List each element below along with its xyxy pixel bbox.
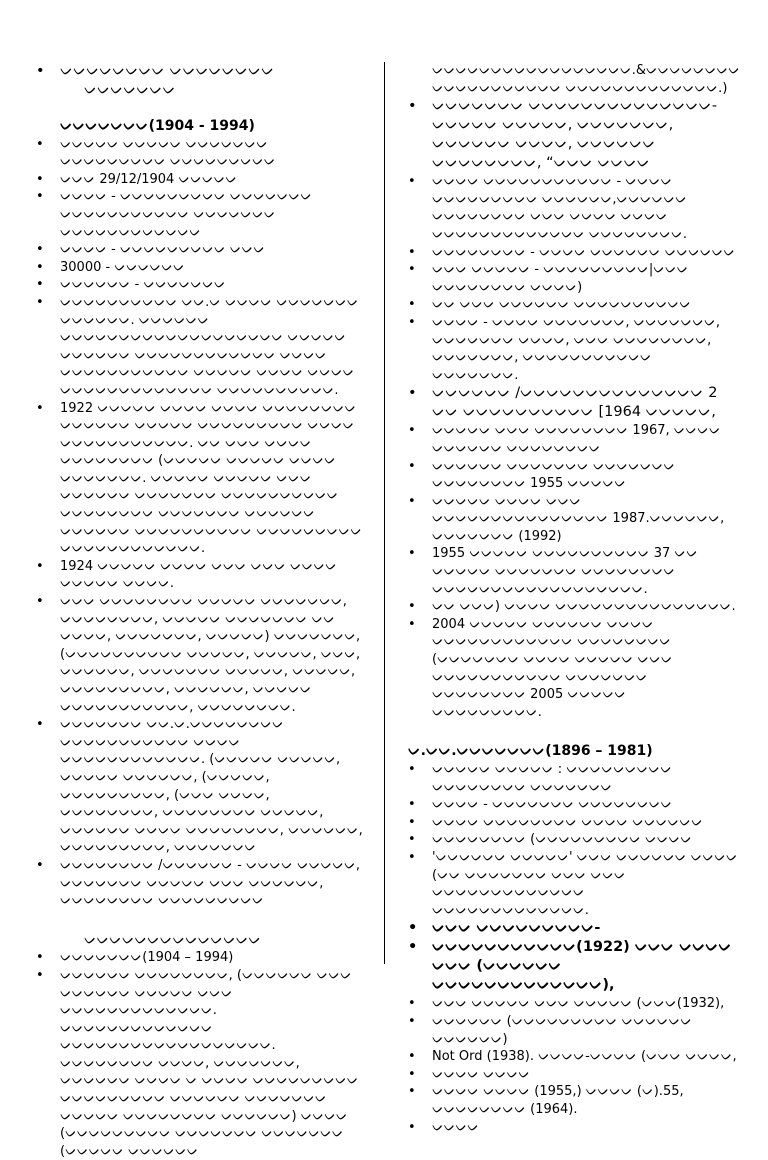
list-item: • 30000 - ᨆᨆᨆᨆᨆᨆ xyxy=(36,259,366,277)
list-item: • ᨆᨆᨆᨆ ᨆᨆᨆᨆᨆᨆᨆᨆ ᨆᨆᨆᨆ ᨆᨆᨆᨆᨆᨆ xyxy=(408,814,740,832)
top-item-line1: ᨆᨆᨆᨆᨆᨆᨆᨆ ᨆᨆᨆᨆᨆᨆᨆᨆ xyxy=(60,63,275,79)
list-item: • 1922 ᨆᨆᨆᨆᨆ ᨆᨆᨆᨆ ᨆᨆᨆᨆ ᨆᨆᨆᨆᨆᨆᨆᨆ ᨆᨆᨆᨆᨆᨆ ᨆᨆᨆᨆᨆ ᨆᨆᨆᨆᨆᨆᨆᨆᨆ ᨆᨆᨆᨆ ᨆᨆᨆᨆᨆᨆᨆᨆᨆᨆᨆ. ᨆᨆ ᨆᨆᨆ ᨆᨆᨆᨆ ᨆᨆᨆᨆᨆᨆᨆᨆ (ᨆᨆᨆᨆᨆ ᨆᨆᨆᨆᨆ ᨆᨆᨆᨆ ᨆᨆᨆᨆᨆᨆᨆ. ᨆᨆᨆᨆᨆ ᨆᨆᨆᨆᨆ ᨆᨆᨆ ᨆᨆᨆᨆᨆᨆ ᨆᨆᨆᨆᨆᨆᨆ ᨆᨆᨆᨆᨆᨆᨆᨆᨆᨆ ᨆᨆᨆᨆᨆᨆᨆᨆ ᨆᨆᨆᨆᨆᨆᨆ ᨆᨆᨆᨆᨆᨆ ᨆᨆᨆᨆᨆᨆ ᨆᨆᨆᨆᨆᨆᨆᨆᨆᨆ ᨆᨆᨆᨆᨆᨆᨆᨆᨆ ᨆᨆᨆᨆᨆᨆᨆᨆᨆᨆᨆᨆ. xyxy=(36,400,366,558)
list-item: • ᨆᨆᨆᨆ ᨆᨆᨆᨆ (1955,) ᨆᨆᨆᨆ (ᨆ).55, ᨆᨆᨆᨆᨆᨆᨆᨆ (1964). xyxy=(408,1083,740,1118)
list-item: • ᨆᨆᨆᨆᨆᨆᨆᨆ (ᨆᨆᨆᨆᨆᨆᨆᨆᨆ ᨆᨆᨆᨆ xyxy=(408,831,740,849)
list-item: • ᨆᨆᨆᨆᨆᨆᨆᨆ - ᨆᨆᨆᨆ ᨆᨆᨆᨆᨆᨆ ᨆᨆᨆᨆᨆᨆ xyxy=(408,244,740,262)
list-item: • ᨆᨆᨆ ᨆᨆᨆᨆᨆᨆᨆᨆᨆ- xyxy=(408,919,740,938)
list-item: • 1955 ᨆᨆᨆᨆᨆ ᨆᨆᨆᨆᨆᨆᨆᨆᨆᨆ 37 ᨆᨆ ᨆᨆᨆᨆᨆ ᨆᨆᨆᨆᨆᨆᨆ ᨆᨆᨆᨆᨆᨆᨆᨆ ᨆᨆᨆᨆᨆᨆᨆᨆᨆᨆᨆᨆᨆᨆᨆᨆᨆᨆ. xyxy=(408,545,740,598)
list-item: • ᨆᨆᨆᨆ ᨆᨆᨆᨆᨆᨆᨆᨆᨆᨆᨆ - ᨆᨆᨆᨆ ᨆᨆᨆᨆᨆᨆᨆᨆᨆ ᨆᨆᨆᨆᨆᨆ,ᨆᨆᨆᨆᨆᨆ ᨆᨆᨆᨆᨆᨆᨆᨆ ᨆᨆᨆ ᨆᨆᨆᨆ ᨆᨆᨆᨆ ᨆᨆᨆᨆᨆᨆᨆᨆᨆᨆᨆᨆᨆ ᨆᨆᨆᨆᨆᨆᨆᨆ. xyxy=(408,173,740,243)
list-item: • ᨆᨆᨆᨆ - ᨆᨆᨆᨆᨆᨆᨆ ᨆᨆᨆᨆᨆᨆᨆᨆ xyxy=(408,796,740,814)
continuation-text: ᨆᨆᨆᨆᨆᨆᨆᨆᨆᨆᨆᨆᨆᨆᨆᨆᨆ.&ᨆᨆᨆᨆᨆᨆᨆᨆ ᨆᨆᨆᨆᨆᨆᨆᨆᨆᨆᨆ ᨆᨆᨆᨆᨆᨆᨆᨆᨆᨆᨆᨆᨆ.) xyxy=(432,63,741,96)
section2-title: ᨆᨆᨆᨆᨆᨆᨆᨆᨆᨆᨆᨆᨆᨆ xyxy=(84,931,262,948)
list-item: • ᨆᨆᨆᨆ - ᨆᨆᨆᨆᨆᨆᨆᨆᨆ ᨆᨆᨆᨆᨆᨆᨆ ᨆᨆᨆᨆᨆᨆᨆᨆᨆᨆᨆ ᨆᨆᨆᨆᨆᨆᨆ ᨆᨆᨆᨆᨆᨆᨆᨆᨆᨆᨆᨆ xyxy=(36,188,366,241)
list-item: • ᨆᨆᨆᨆᨆ ᨆᨆᨆ ᨆᨆᨆᨆᨆᨆᨆᨆ 1967, ᨆᨆᨆᨆ ᨆᨆᨆᨆᨆᨆ ᨆᨆᨆᨆᨆᨆᨆᨆ xyxy=(408,422,740,457)
list-item: • ᨆᨆᨆᨆᨆᨆ ᨆᨆᨆᨆᨆᨆᨆᨆ, (ᨆᨆᨆᨆᨆᨆ ᨆᨆᨆ ᨆᨆᨆᨆᨆᨆ ᨆᨆᨆᨆᨆ ᨆᨆᨆ ᨆᨆᨆᨆᨆᨆᨆᨆᨆᨆᨆᨆᨆ. ᨆᨆᨆᨆᨆᨆᨆᨆᨆᨆᨆᨆᨆ ᨆᨆᨆᨆᨆᨆᨆᨆᨆᨆᨆᨆᨆᨆᨆᨆᨆᨆ. ᨆᨆᨆᨆᨆᨆᨆᨆ ᨆᨆᨆᨆ, ᨆᨆᨆᨆᨆᨆᨆ, ᨆᨆᨆᨆᨆᨆ ᨆᨆᨆᨆ ᨆ ᨆᨆᨆᨆ ᨆᨆᨆᨆᨆᨆᨆᨆᨆ ᨆᨆᨆᨆᨆᨆᨆᨆᨆ ᨆᨆᨆᨆᨆᨆ ᨆᨆᨆᨆᨆᨆᨆ ᨆᨆᨆᨆᨆ ᨆᨆᨆᨆᨆᨆᨆᨆ ᨆᨆᨆᨆᨆᨆ) ᨆᨆᨆᨆ (ᨆᨆᨆᨆᨆᨆᨆᨆᨆ ᨆᨆᨆᨆᨆᨆᨆ ᨆᨆᨆᨆᨆᨆᨆ (ᨆᨆᨆᨆᨆ ᨆᨆᨆᨆᨆᨆ xyxy=(36,967,366,1160)
list-item: • ᨆᨆᨆ ᨆᨆᨆᨆᨆ ᨆᨆᨆ ᨆᨆᨆᨆᨆ (ᨆᨆᨆ(1932), xyxy=(408,995,740,1013)
list-item: • ᨆᨆᨆᨆ ᨆᨆᨆᨆ xyxy=(408,1066,740,1084)
section-title: ᨆᨆᨆᨆᨆᨆᨆ(1904 - 1994) xyxy=(60,118,255,134)
list-item: • ᨆᨆᨆ ᨆᨆᨆᨆᨆᨆᨆᨆ ᨆᨆᨆᨆᨆ ᨆᨆᨆᨆᨆᨆᨆ, ᨆᨆᨆᨆᨆᨆᨆᨆ, ᨆᨆᨆᨆᨆ ᨆᨆᨆᨆᨆᨆᨆ ᨆᨆ ᨆᨆᨆᨆ, ᨆᨆᨆᨆᨆᨆᨆ, ᨆᨆᨆᨆᨆ) ᨆᨆᨆᨆᨆᨆᨆ, (ᨆᨆᨆᨆᨆᨆᨆᨆᨆᨆ ᨆᨆᨆᨆᨆ, ᨆᨆᨆᨆᨆ, ᨆᨆᨆ, ᨆᨆᨆᨆᨆᨆ, ᨆᨆᨆᨆᨆᨆᨆ ᨆᨆᨆᨆᨆ, ᨆᨆᨆᨆᨆ, ᨆᨆᨆᨆᨆᨆᨆᨆᨆ, ᨆᨆᨆᨆᨆᨆ, ᨆᨆᨆᨆᨆ ᨆᨆᨆᨆᨆᨆᨆᨆᨆᨆᨆ, ᨆᨆᨆᨆᨆᨆᨆᨆ. xyxy=(36,593,366,716)
list-item: • 'ᨆᨆᨆᨆᨆᨆ ᨆᨆᨆᨆᨆ' ᨆᨆᨆ ᨆᨆᨆᨆᨆᨆ ᨆᨆᨆᨆ (ᨆᨆ ᨆᨆᨆᨆᨆᨆᨆ ᨆᨆᨆ ᨆᨆᨆ ᨆᨆᨆᨆᨆᨆᨆᨆᨆᨆᨆᨆᨆ ᨆᨆᨆᨆᨆᨆᨆᨆᨆᨆᨆᨆᨆ. xyxy=(408,849,740,919)
list-item: • ᨆᨆᨆᨆᨆᨆᨆ ᨆᨆ.ᨆ.ᨆᨆᨆᨆᨆᨆᨆᨆ ᨆᨆᨆᨆᨆᨆᨆᨆᨆᨆᨆ ᨆᨆᨆᨆ ᨆᨆᨆᨆᨆᨆᨆᨆᨆᨆᨆᨆ. (ᨆᨆᨆᨆᨆ ᨆᨆᨆᨆᨆ, ᨆᨆᨆᨆᨆ ᨆᨆᨆᨆᨆᨆ, (ᨆᨆᨆᨆᨆ, ᨆᨆᨆᨆᨆᨆᨆᨆᨆ, (ᨆᨆᨆ ᨆᨆᨆᨆ, ᨆᨆᨆᨆᨆᨆᨆᨆ, ᨆᨆᨆᨆᨆᨆᨆᨆ ᨆᨆᨆᨆᨆ, ᨆᨆᨆᨆᨆᨆ ᨆᨆᨆᨆ ᨆᨆᨆᨆᨆᨆᨆᨆ, ᨆᨆᨆᨆᨆᨆ, ᨆᨆᨆᨆᨆᨆᨆᨆᨆ, ᨆᨆᨆᨆᨆᨆᨆ xyxy=(36,716,366,857)
list-item: • ᨆᨆᨆ ᨆᨆᨆᨆᨆ - ᨆᨆᨆᨆᨆᨆᨆᨆᨆ|ᨆᨆᨆ ᨆᨆᨆᨆᨆᨆᨆᨆ ᨆᨆᨆᨆ) xyxy=(408,261,740,296)
list-item: • ᨆᨆᨆᨆᨆᨆ ᨆᨆᨆᨆᨆᨆᨆ ᨆᨆᨆᨆᨆᨆᨆ ᨆᨆᨆᨆᨆᨆᨆᨆ 1955 ᨆᨆᨆᨆᨆ xyxy=(408,458,740,493)
list-item: • 1924 ᨆᨆᨆᨆᨆ ᨆᨆᨆᨆ ᨆᨆᨆ ᨆᨆᨆ ᨆᨆᨆᨆ ᨆᨆᨆᨆᨆ ᨆᨆᨆᨆ. xyxy=(36,558,366,593)
list-item: • ᨆᨆᨆᨆᨆ ᨆᨆᨆᨆᨆ ᨆᨆᨆᨆᨆᨆᨆ ᨆᨆᨆᨆᨆᨆᨆᨆᨆ ᨆᨆᨆᨆᨆᨆᨆᨆᨆ xyxy=(36,136,366,171)
top-item-line2: ᨆᨆᨆᨆᨆᨆᨆ xyxy=(84,82,176,98)
list-item: • ᨆᨆᨆᨆᨆᨆ - ᨆᨆᨆᨆᨆᨆᨆ xyxy=(36,276,366,294)
section-title: ᨆ.ᨆᨆ.ᨆᨆᨆᨆᨆᨆᨆ(1896 – 1981) xyxy=(408,743,653,760)
column-divider xyxy=(384,62,385,964)
list-item: • ᨆᨆᨆᨆᨆ ᨆᨆᨆᨆ ᨆᨆᨆ ᨆᨆᨆᨆᨆᨆᨆᨆᨆᨆᨆᨆᨆᨆᨆ 1987.ᨆᨆᨆᨆᨆᨆ, ᨆᨆᨆᨆᨆᨆᨆ (1992) xyxy=(408,493,740,546)
list-item: • ᨆᨆᨆᨆᨆᨆᨆᨆᨆᨆᨆ(1922) ᨆᨆᨆ ᨆᨆᨆᨆ ᨆᨆᨆ (ᨆᨆᨆᨆᨆᨆ ᨆᨆᨆᨆᨆᨆᨆᨆᨆᨆᨆᨆᨆ), xyxy=(408,938,740,995)
list-item: • ᨆᨆᨆᨆᨆᨆ /ᨆᨆᨆᨆᨆᨆᨆᨆᨆᨆᨆᨆᨆᨆ 2 ᨆᨆ ᨆᨆᨆᨆᨆᨆᨆᨆᨆᨆ [1964 ᨆᨆᨆᨆᨆ, xyxy=(408,384,740,422)
list-item: • ᨆᨆ ᨆᨆᨆ ᨆᨆᨆᨆᨆᨆ ᨆᨆᨆᨆᨆᨆᨆᨆᨆᨆ xyxy=(408,296,740,314)
left-list-2 xyxy=(36,949,366,1160)
right-column xyxy=(408,62,740,1136)
left-top-list xyxy=(36,62,366,100)
list-item: • 2004 ᨆᨆᨆᨆᨆ ᨆᨆᨆᨆᨆᨆ ᨆᨆᨆᨆ ᨆᨆᨆᨆᨆᨆᨆᨆᨆᨆᨆᨆ ᨆᨆᨆᨆᨆᨆᨆᨆ (ᨆᨆᨆᨆᨆᨆᨆ ᨆᨆᨆᨆ ᨆᨆᨆᨆᨆ ᨆᨆᨆ ᨆᨆᨆᨆᨆᨆᨆᨆᨆᨆᨆ ᨆᨆᨆᨆᨆᨆᨆ ᨆᨆᨆᨆᨆᨆᨆᨆ 2005 ᨆᨆᨆᨆᨆ ᨆᨆᨆᨆᨆᨆᨆᨆᨆ. xyxy=(408,616,740,722)
list-item: • Not Ord (1938). ᨆᨆᨆᨆ-ᨆᨆᨆᨆ (ᨆᨆᨆ ᨆᨆᨆᨆ, xyxy=(408,1048,740,1066)
list-item: • ᨆᨆᨆᨆᨆᨆᨆᨆ /ᨆᨆᨆᨆᨆᨆ - ᨆᨆᨆᨆ ᨆᨆᨆᨆᨆ, ᨆᨆᨆᨆᨆᨆᨆ ᨆᨆᨆᨆᨆ ᨆᨆᨆ ᨆᨆᨆᨆᨆᨆ, ᨆᨆᨆᨆᨆᨆᨆᨆ ᨆᨆᨆᨆᨆᨆᨆᨆᨆ xyxy=(36,857,366,910)
list-item: • ᨆᨆᨆᨆᨆᨆᨆᨆᨆᨆ ᨆᨆ.ᨆ ᨆᨆᨆᨆ ᨆᨆᨆᨆᨆᨆᨆ ᨆᨆᨆᨆᨆᨆ. ᨆᨆᨆᨆᨆᨆ ᨆᨆᨆᨆᨆᨆᨆᨆᨆᨆᨆᨆᨆᨆᨆᨆᨆᨆᨆ ᨆᨆᨆᨆᨆ ᨆᨆᨆᨆᨆᨆ ᨆᨆᨆᨆᨆᨆᨆᨆᨆᨆᨆᨆ ᨆᨆᨆᨆ ᨆᨆᨆᨆᨆᨆᨆᨆᨆᨆᨆ ᨆᨆᨆᨆᨆ ᨆᨆᨆᨆ ᨆᨆᨆᨆ ᨆᨆᨆᨆᨆᨆᨆᨆᨆᨆᨆᨆᨆ ᨆᨆᨆᨆᨆᨆᨆᨆᨆᨆ. xyxy=(36,294,366,400)
list-item: • ᨆᨆᨆᨆᨆ ᨆᨆᨆᨆᨆ : ᨆᨆᨆᨆᨆᨆᨆᨆᨆ ᨆᨆᨆᨆᨆᨆᨆᨆ ᨆᨆᨆᨆᨆᨆᨆ xyxy=(408,761,740,796)
list-item: • ᨆᨆᨆᨆ xyxy=(408,1119,740,1137)
list-item: • ᨆᨆ ᨆᨆᨆ) ᨆᨆᨆᨆ ᨆᨆᨆᨆᨆᨆᨆᨆᨆᨆᨆᨆᨆᨆᨆ. xyxy=(408,598,740,616)
list-item: • ᨆᨆᨆᨆᨆᨆᨆ ᨆᨆᨆᨆᨆᨆᨆᨆᨆᨆᨆᨆᨆᨆ- ᨆᨆᨆᨆᨆ ᨆᨆᨆᨆᨆ, ᨆᨆᨆᨆᨆᨆᨆ, ᨆᨆᨆᨆᨆᨆ ᨆᨆᨆᨆ, ᨆᨆᨆᨆᨆᨆ ᨆᨆᨆᨆᨆᨆᨆᨆ, “ᨆᨆᨆ ᨆᨆᨆᨆ xyxy=(408,97,740,173)
left-column xyxy=(36,62,366,1160)
left-list-1 xyxy=(36,136,366,910)
right-list-2 xyxy=(408,761,740,1136)
right-list-1 xyxy=(408,97,740,721)
list-item: • ᨆᨆᨆ 29/12/1904 ᨆᨆᨆᨆᨆ xyxy=(36,171,366,189)
list-item: • ᨆᨆᨆᨆ - ᨆᨆᨆᨆᨆᨆᨆᨆᨆ ᨆᨆᨆ xyxy=(36,241,366,259)
list-item: • ᨆᨆᨆᨆᨆᨆᨆ(1904 – 1994) xyxy=(36,949,366,967)
list-item: • ᨆᨆᨆᨆᨆᨆ (ᨆᨆᨆᨆᨆᨆᨆᨆᨆ ᨆᨆᨆᨆᨆᨆ ᨆᨆᨆᨆᨆᨆ) xyxy=(408,1013,740,1048)
list-item: • ᨆᨆᨆᨆ - ᨆᨆᨆᨆ ᨆᨆᨆᨆᨆᨆᨆ, ᨆᨆᨆᨆᨆᨆᨆ, ᨆᨆᨆᨆᨆᨆᨆ ᨆᨆᨆᨆ, ᨆᨆᨆ ᨆᨆᨆᨆᨆᨆᨆᨆ, ᨆᨆᨆᨆᨆᨆᨆ, ᨆᨆᨆᨆᨆᨆᨆᨆᨆᨆᨆ ᨆᨆᨆᨆᨆᨆᨆ. xyxy=(408,314,740,384)
list-item xyxy=(36,62,366,100)
